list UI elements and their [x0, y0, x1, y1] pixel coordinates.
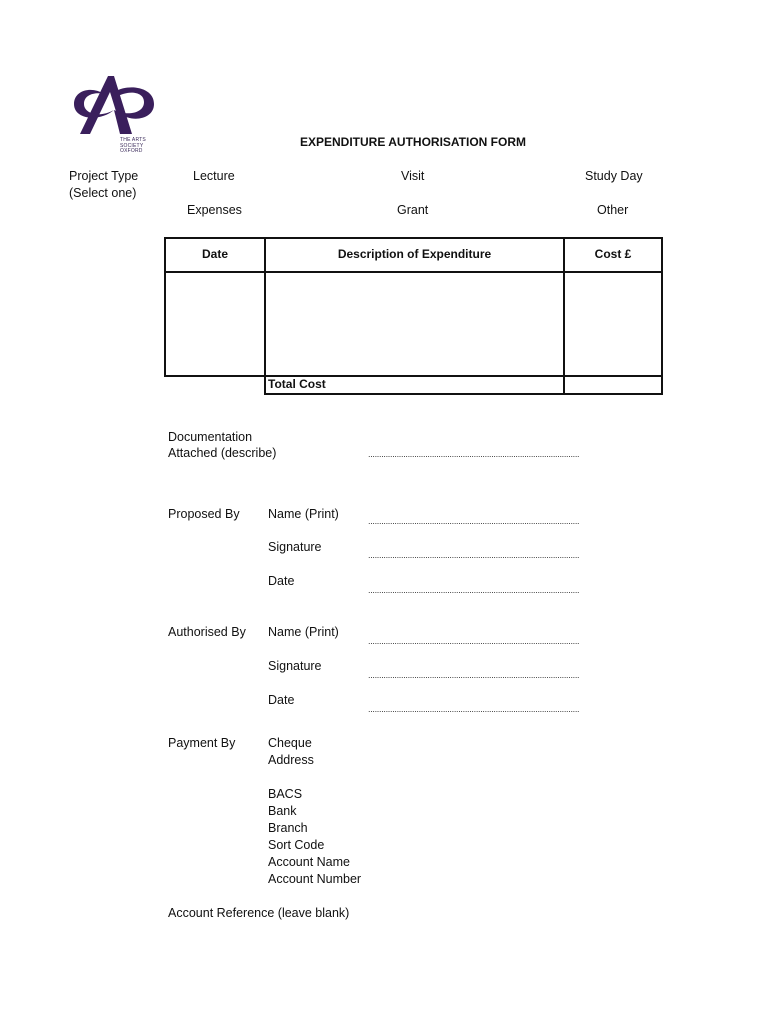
authorised-signature-field[interactable]: ................................................................................................: [368, 670, 580, 680]
arts-society-logo-icon: [70, 70, 160, 160]
account-reference-label: Account Reference (leave blank): [168, 906, 350, 920]
proposed-date-field[interactable]: ................................................................................................: [368, 585, 580, 595]
option-expenses[interactable]: Expenses: [187, 203, 242, 217]
logo-caption: [120, 138, 146, 155]
proposed-date-label: Date: [268, 574, 295, 588]
total-cost-label: Total Cost: [268, 377, 326, 391]
description-cell[interactable]: [266, 273, 563, 375]
proposed-signature-field[interactable]: ................................................................................................: [368, 550, 580, 560]
payment-address: Address: [268, 753, 314, 767]
payment-sort-code: Sort Code: [268, 838, 325, 852]
proposed-name-label: Name (Print): [268, 507, 339, 521]
arts-society-logo: [70, 70, 160, 160]
option-grant[interactable]: Grant: [397, 203, 429, 217]
proposed-by-label: Proposed By: [168, 507, 240, 521]
payment-bank: Bank: [268, 804, 297, 818]
authorised-by-label: Authorised By: [168, 625, 246, 639]
total-cost-cell[interactable]: [565, 377, 661, 393]
proposed-signature-label: Signature: [268, 540, 322, 554]
option-study-day[interactable]: Study Day: [585, 169, 643, 183]
payment-account-name: Account Name: [268, 855, 350, 869]
total-row-right-border: [661, 375, 663, 395]
option-other[interactable]: Other: [597, 203, 629, 217]
authorised-date-field[interactable]: ................................................................................................: [368, 704, 580, 714]
payment-branch: Branch: [268, 821, 308, 835]
total-row-bottom-border: [264, 393, 663, 395]
logo-caption-line: OXFORD: [120, 148, 143, 154]
cost-cell[interactable]: [565, 273, 661, 375]
proposed-name-field[interactable]: ................................................................................................: [368, 516, 580, 526]
logo-caption-line: SOCIETY: [120, 142, 144, 149]
project-type-hint: (Select one): [69, 186, 137, 200]
option-lecture[interactable]: Lecture: [193, 169, 235, 183]
date-cell[interactable]: [166, 273, 264, 375]
column-header-cost: Cost £: [594, 247, 632, 261]
authorised-name-field[interactable]: ................................................................................................: [368, 636, 580, 646]
option-visit[interactable]: Visit: [401, 169, 425, 183]
form-title: EXPENDITURE AUTHORISATION FORM: [300, 135, 527, 149]
project-type-label: Project Type: [69, 169, 139, 183]
documentation-field[interactable]: ................................................................................................: [368, 449, 580, 459]
payment-bacs: BACS: [268, 787, 303, 801]
authorised-date-label: Date: [268, 693, 295, 707]
documentation-hint: Attached (describe): [168, 446, 277, 460]
column-header-description: Description of Expenditure: [337, 247, 492, 261]
logo-caption-line: THE ARTS: [120, 137, 146, 143]
payment-cheque: Cheque: [268, 736, 312, 750]
column-header-date: Date: [201, 247, 228, 261]
payment-account-number: Account Number: [268, 872, 362, 886]
documentation-label: Documentation: [168, 430, 253, 444]
authorised-name-label: Name (Print): [268, 625, 339, 639]
payment-by-label: Payment By: [168, 736, 236, 750]
authorised-signature-label: Signature: [268, 659, 322, 673]
